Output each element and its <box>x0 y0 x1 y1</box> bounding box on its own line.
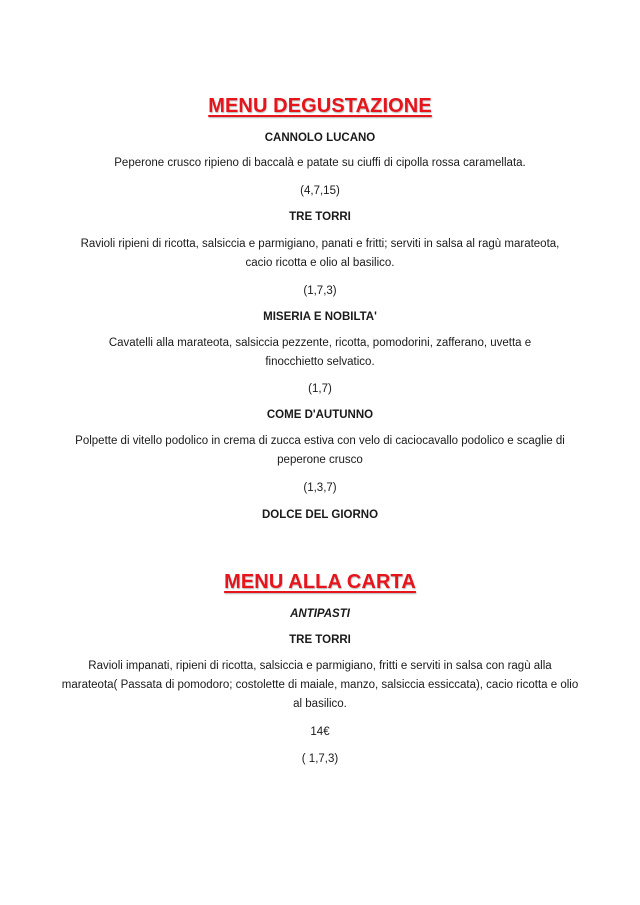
dish-allergens: (4,7,15) <box>300 185 340 197</box>
dish-description: Peperone crusco ripieno di baccalà e patate su ciuffi di cipolla rossa caramellata. <box>114 157 526 169</box>
dish-description: Ravioli ripieni di ricotta, salsiccia e parmigiano, panati e fritti; serviti in salsa al ragù marateota, cacio ricotta e olio al basilico. <box>80 238 560 269</box>
category-heading: ANTIPASTI <box>290 608 350 620</box>
dish-description: Ravioli impanati, ripieni di ricotta, salsiccia e parmigiano, fritti e serviti in salsa con ragù alla marateota( Passata di pomodoro; costolette di maiale, manzo, salsiccia essiccata), cacio ricotta e olio al basilico. <box>61 660 579 710</box>
dish-price: 14€ <box>310 726 330 738</box>
dish-name: MISERIA E NOBILTA' <box>263 311 377 323</box>
dish-description: Polpette di vitello podolico in crema di zucca estiva con velo di caciocavallo podolico e scaglie di peperone crusco <box>75 435 565 466</box>
dish-name: CANNOLO LUCANO <box>264 132 376 144</box>
dish-allergens: (1,7,3) <box>303 285 337 297</box>
dish-name: TRE TORRI <box>289 211 351 223</box>
dish-description: Cavatelli alla marateota, salsiccia pezzente, ricotta, pomodorini, zafferano, uvetta e finocchietto selvatico. <box>108 337 532 368</box>
dish-name: DOLCE DEL GIORNO <box>261 509 379 521</box>
tasting-menu-title: MENU DEGUSTAZIONE <box>208 95 432 117</box>
a-la-carte-title: MENU ALLA CARTA <box>224 571 416 593</box>
dish-name: TRE TORRI <box>289 634 351 646</box>
dish-allergens: ( 1,7,3) <box>301 753 339 765</box>
dish-allergens: (1,3,7) <box>303 482 337 494</box>
dish-name: COME D'AUTUNNO <box>266 409 374 421</box>
dish-allergens: (1,7) <box>308 383 332 395</box>
